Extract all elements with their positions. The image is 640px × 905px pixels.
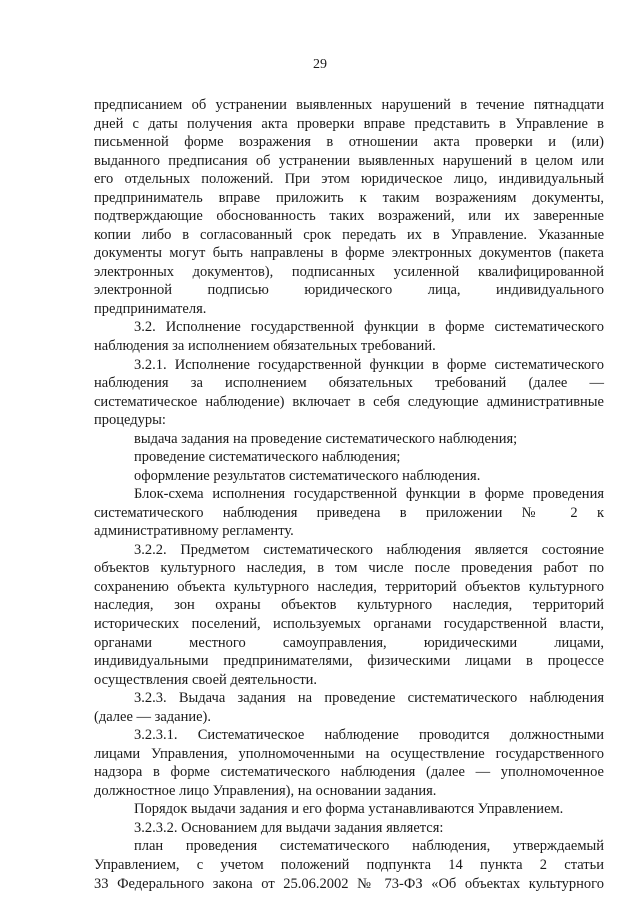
text-line: письменной форме возражения в отношении акта проверки и (или) (94, 134, 604, 151)
text-line: систематическое наблюдение) включает в себя следующие административные (94, 393, 604, 410)
text-line: Управлением, с учетом положений подпункта 14 пункта 2 статьи (94, 856, 604, 873)
text-line: Порядок выдачи задания и его форма устанавливаются Управлением. (134, 801, 564, 818)
text-line: план проведения систематического наблюдения, утверждаемый (134, 838, 604, 855)
text-line: предпринимателя. (94, 300, 207, 317)
text-line: объектов культурного наследия, в том числе после проведения работ по (94, 560, 604, 577)
text-line: наследия, зон охраны объектов культурного наследия, территорий (94, 597, 604, 614)
list-item: проведение систематического наблюдения; (134, 449, 401, 466)
text-line: (далее — задание). (94, 708, 212, 725)
text-line: исторических поселений, используемых органами государственной власти, (94, 616, 604, 632)
text-line: наблюдения за исполнением обязательных требований. (94, 338, 436, 354)
text-line: индивидуальными предпринимателями, физическими лицами в процессе (94, 653, 604, 669)
text-line: электронной подписью юридического лица, индивидуального (94, 282, 604, 299)
text-line: 3.2.3. Выдача задания на проведение систематического наблюдения (134, 690, 604, 707)
text-line: выданного предписания об устранении выявленных нарушений в целом или (94, 152, 604, 169)
text-line: 3.2.2. Предметом систематического наблюдения является состояние (134, 541, 604, 558)
text-line: предписанием об устранении выявленных нарушений в течение пятнадцати (94, 97, 604, 113)
text-line: 3.2.3.2. Основанием для выдачи задания является: (134, 819, 444, 836)
text-line: осуществления своей деятельности. (94, 671, 318, 688)
list-item: выдача задания на проведение систематического наблюдения; (134, 430, 518, 447)
text-line: систематического наблюдения приведена в приложении № 2 к (94, 504, 604, 521)
text-line: 33 Федерального закона от 25.06.2002 № 73-ФЗ «Об объектах культурного (94, 875, 604, 892)
text-line: 3.2.3.1. Систематическое наблюдение проводится должностными (134, 727, 604, 744)
list-item: оформление результатов систематического наблюдения. (134, 467, 481, 484)
text-line: копии либо в согласованный срок передать их в Управление. Указанные (94, 226, 604, 243)
text-line: подтверждающие обоснованность таких возражений, или их заверенные (94, 208, 604, 225)
text-line: 3.2.1. Исполнение государственной функции в форме систематического (134, 356, 604, 373)
text-line: предприниматель вправе приложить к таким возражениям документы, (94, 189, 604, 206)
text-line: административному регламенту. (94, 523, 294, 540)
text-line: лицами Управления, уполномоченными на осуществление государственного (94, 745, 604, 762)
section-heading: 3.2. Исполнение государственной функции в форме систематического (134, 319, 604, 336)
text-line: наблюдения за исполнением обязательных требований (далее — (94, 375, 604, 391)
text-line: документы могут быть направлены в форме электронных документов (пакета (94, 245, 604, 262)
text-line: электронных документов), подписанных усиленной квалифицированной (94, 263, 604, 280)
text-line: надзора в форме систематического наблюдения (далее — уполномоченное (94, 764, 604, 781)
page-number: 29 (313, 57, 327, 72)
text-line: органами местного самоуправления, юридическими лицами, (94, 634, 604, 651)
text-line: дней с даты получения акта проверки вправе представить в Управление в (94, 115, 604, 132)
text-line: сохранению объекта культурного наследия, территорий объектов культурного (94, 578, 604, 595)
text-line: Блок-схема исполнения государственной функции в форме проведения (134, 486, 604, 503)
text-line: должностное лицо Управления), на основании задания. (94, 782, 437, 799)
text-line: процедуры: (94, 412, 166, 429)
text-line: его отдельных положений. При этом юридическое лицо, индивидуальный (94, 171, 604, 188)
